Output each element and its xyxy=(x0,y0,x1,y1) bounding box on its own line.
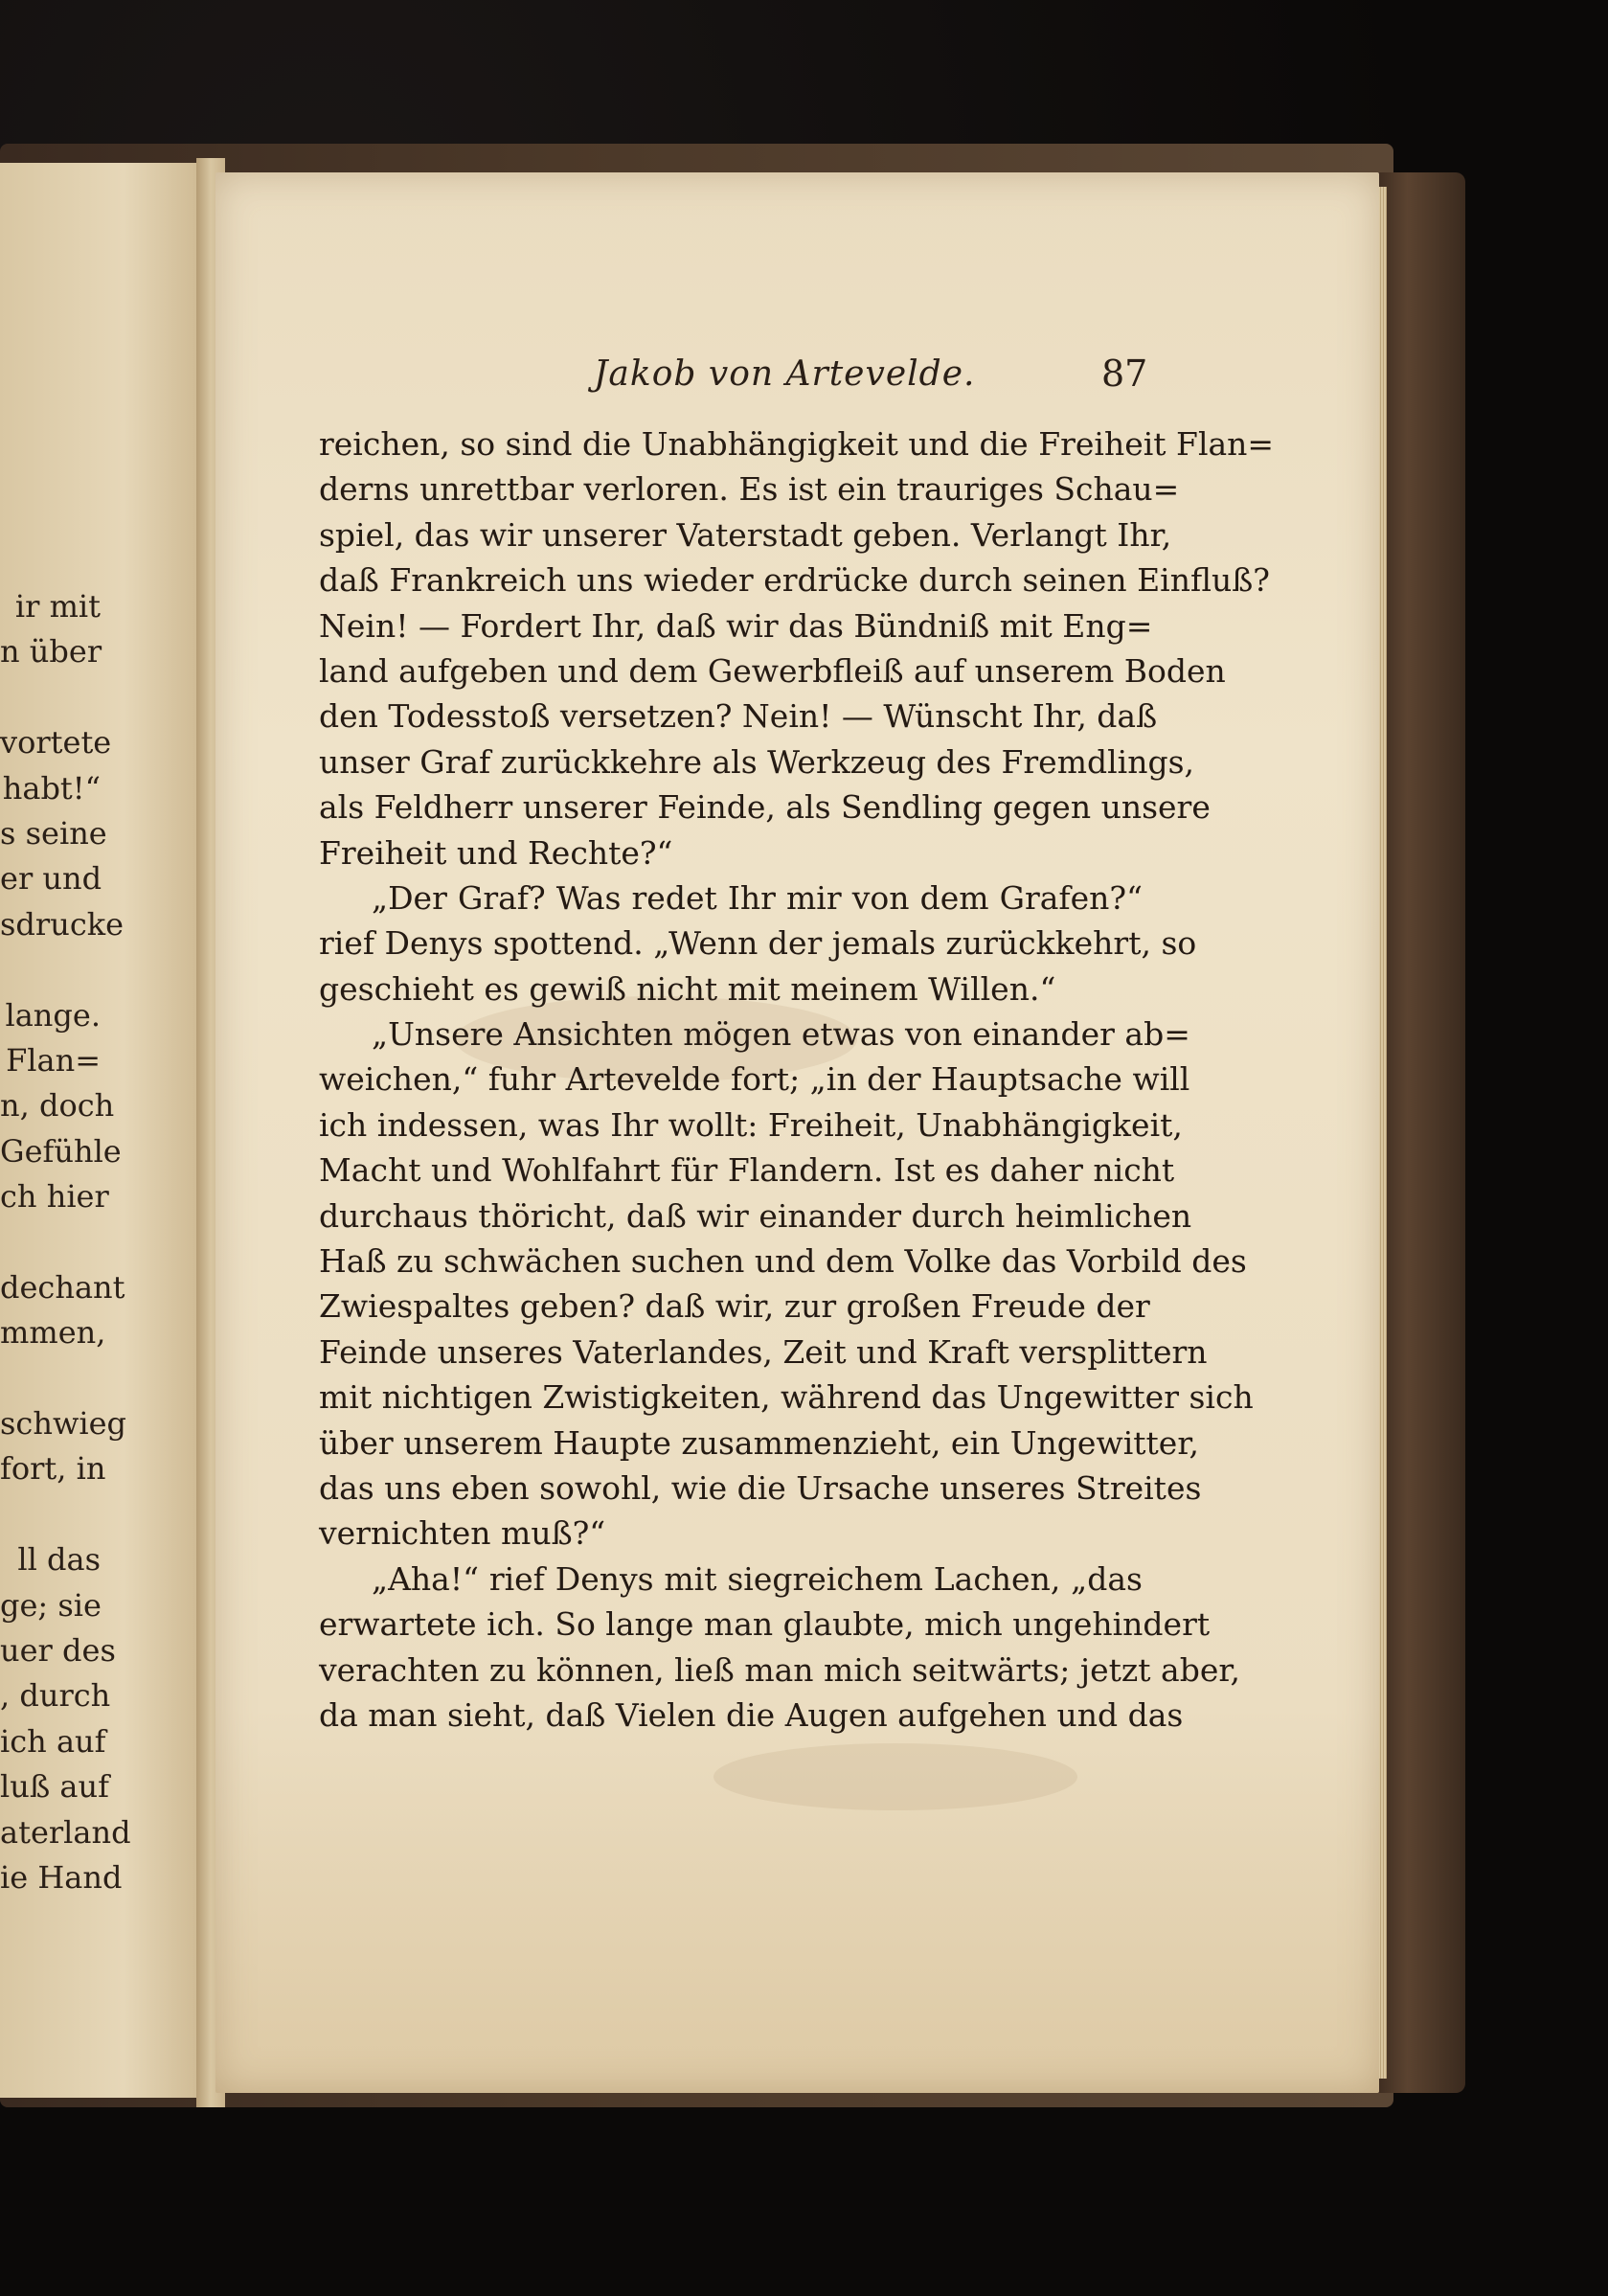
text-line: als Feldherr unserer Feinde, als Sendling gegen unsere xyxy=(319,788,1211,827)
text-line: erwartete ich. So lange man glaubte, mich ungehindert xyxy=(319,1605,1211,1644)
left-page-fragment: aterland xyxy=(0,1813,131,1851)
page-stain xyxy=(713,1743,1077,1810)
page-number: 87 xyxy=(1101,352,1148,395)
text-line: mit nichtigen Zwistigkeiten, während das Ungewitter sich xyxy=(319,1378,1254,1417)
left-page-fragment: dechant xyxy=(0,1268,125,1306)
text-line: Feinde unseres Vaterlandes, Zeit und Kraft versplittern xyxy=(319,1332,1208,1371)
text-line: weichen,“ fuhr Artevelde fort; „in der Hauptsache will xyxy=(319,1060,1190,1099)
text-line: durchaus thöricht, daß wir einander durch heimlichen xyxy=(319,1196,1192,1235)
left-page-fragment xyxy=(0,947,101,992)
text-line: derns unrettbar verloren. Es ist ein trauriges Schau= xyxy=(319,470,1180,509)
text-line: das uns eben sowohl, wie die Ursache unseres Streites xyxy=(319,1468,1202,1507)
running-head: Jakob von Artevelde. xyxy=(594,354,976,394)
text-line: unser Graf zurückkehre als Werkzeug des Fremdlings, xyxy=(319,742,1195,781)
text-line: „Unsere Ansichten mögen etwas von einander ab= xyxy=(372,1015,1190,1054)
text-line: rief Denys spottend. „Wenn der jemals zurückkehrt, so xyxy=(319,924,1197,963)
left-page-fragment: sdrucke xyxy=(0,905,125,943)
left-page-fragment xyxy=(0,1219,101,1264)
left-page-fragment: vortete xyxy=(0,724,112,762)
text-line: verachten zu können, ließ man mich seitwärts; jetzt aber, xyxy=(319,1650,1241,1689)
left-page-fragment: ch hier xyxy=(0,1178,109,1216)
left-page-text xyxy=(0,584,131,1900)
left-page-fragment: Gefühle xyxy=(0,1132,122,1170)
left-page-fragment: er und xyxy=(0,860,102,898)
left-page-fragment: uer des xyxy=(0,1631,116,1669)
left-page-fragment: , durch xyxy=(0,1677,111,1715)
text-line: spiel, das wir unserer Vaterstadt geben. Verlangt Ihr, xyxy=(319,515,1172,554)
text-line: reichen, so sind die Unabhängigkeit und die Freiheit Flan= xyxy=(319,425,1275,463)
text-line: geschieht es gewiß nicht mit meinem Willen.“ xyxy=(319,969,1056,1008)
left-page-fragment: ich auf xyxy=(0,1722,106,1760)
text-line: daß Frankreich uns wieder erdrücke durch seinen Einfluß? xyxy=(319,561,1270,600)
text-line: da man sieht, daß Vielen die Augen aufgehen und das xyxy=(319,1695,1184,1734)
left-page-fragment: Flan= xyxy=(6,1041,101,1079)
left-page xyxy=(0,163,206,2098)
left-page-fragment: schwieg xyxy=(0,1405,126,1443)
text-line: vernichten muß?“ xyxy=(319,1514,606,1553)
text-line: ich indessen, was Ihr wollt: Freiheit, Unabhängigkeit, xyxy=(319,1105,1183,1144)
left-page-fragment: fort, in xyxy=(0,1450,106,1488)
left-page-fragment xyxy=(0,1492,101,1537)
body-text xyxy=(319,421,1275,1738)
left-page-fragment: n, doch xyxy=(0,1087,115,1125)
left-page-fragment: n über xyxy=(0,633,102,671)
left-page-fragment: habt!“ xyxy=(2,769,101,807)
text-line: „Der Graf? Was redet Ihr mir von dem Grafen?“ xyxy=(372,878,1143,917)
text-line: den Todesstoß versetzen? Nein! — Wünscht Ihr, daß xyxy=(319,697,1158,736)
left-page-fragment xyxy=(0,1356,101,1401)
text-line: Haß zu schwächen suchen und dem Volke das Vorbild des xyxy=(319,1242,1247,1281)
left-page-fragment: luß auf xyxy=(0,1768,109,1806)
left-page-fragment xyxy=(0,675,101,720)
left-page-fragment: mmen, xyxy=(0,1314,106,1352)
text-line: Zwiespaltes geben? daß wir, zur großen Freude der xyxy=(319,1287,1150,1326)
left-page-fragment: lange. xyxy=(5,996,101,1034)
left-page-fragment: s seine xyxy=(0,814,107,852)
left-page-fragment: ll das xyxy=(17,1541,101,1579)
left-page-fragment: ge; sie xyxy=(0,1586,102,1624)
text-line: Freiheit und Rechte?“ xyxy=(319,833,673,872)
text-line: Nein! — Fordert Ihr, daß wir das Bündniß mit Eng= xyxy=(319,606,1153,645)
left-page-fragment: ie Hand xyxy=(0,1858,123,1896)
text-line: land aufgeben und dem Gewerbfleiß auf unserem Boden xyxy=(319,651,1226,690)
left-page-fragment: ir mit xyxy=(14,588,101,625)
text-line: Macht und Wohlfahrt für Flandern. Ist es daher nicht xyxy=(319,1151,1175,1190)
text-line: über unserem Haupte zusammenzieht, ein Ungewitter, xyxy=(319,1423,1199,1462)
text-line: „Aha!“ rief Denys mit siegreichem Lachen, „das xyxy=(372,1559,1143,1598)
